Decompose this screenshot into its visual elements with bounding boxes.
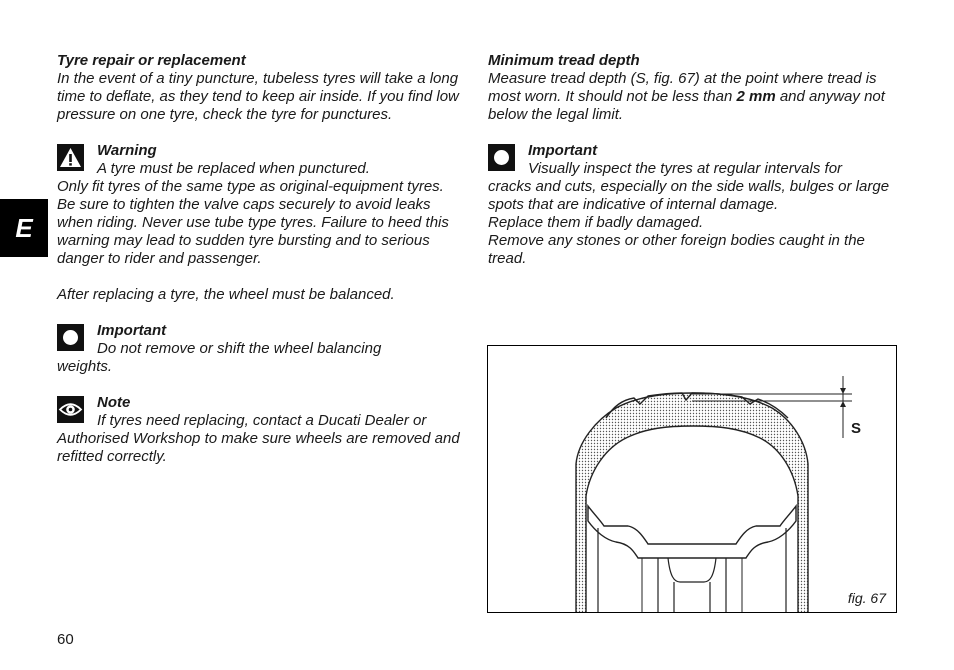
note-notice	[57, 394, 467, 466]
wheel-rim	[588, 506, 796, 558]
tyre-carcass	[576, 393, 808, 612]
eye-icon	[57, 396, 84, 423]
important-notice-right	[488, 142, 898, 268]
warning-text-1: Only fit tyres of the same type as original-equipment tyres.	[57, 178, 444, 195]
tread-text-a: Measure tread depth (S, fig. 67) at the point where tread is most worn. It should not be less than	[488, 70, 877, 105]
warning-first-line: A tyre must be replaced when punctured.	[97, 160, 370, 177]
tyre-cross-section-diagram	[488, 346, 896, 612]
warning-notice	[57, 142, 467, 268]
figure-label-s: S	[851, 420, 862, 437]
warning-triangle-icon	[57, 144, 84, 171]
balance-text: After replacing a tyre, the wheel must be balanced.	[57, 286, 395, 303]
left-column	[57, 52, 467, 466]
note-rest: Authorised Workshop to make sure wheels are removed and refitted correctly.	[57, 430, 460, 465]
important-first-line-right: Visually inspect the tyres at regular intervals for	[528, 160, 843, 177]
repair-section	[57, 52, 467, 124]
tread-text-b: and anyway not below the legal limit.	[488, 88, 885, 123]
tyre-figure	[487, 345, 897, 613]
right-column	[488, 52, 898, 268]
important-dot-icon	[57, 324, 84, 351]
note-heading: Note	[97, 394, 131, 411]
important-dot-icon	[488, 144, 515, 171]
warning-heading: Warning	[97, 142, 157, 159]
important-heading-right: Important	[528, 142, 598, 159]
note-first-line: If tyres need replacing, contact a Ducati Dealer or	[97, 412, 427, 429]
important-rest-left: weights.	[57, 358, 113, 375]
tread-heading: Minimum tread depth	[488, 52, 640, 69]
important-first-line-left: Do not remove or shift the wheel balancing	[97, 340, 382, 357]
important-notice-left	[57, 322, 467, 376]
important-heading-left: Important	[97, 322, 167, 339]
warning-text-2: Be sure to tighten the valve caps securely to avoid leaks when riding. Never use tube type tyres. Failure to heed this warning may lead to sudden tyre bursting and to serious danger to rider and passenger.	[57, 196, 449, 267]
tread-value: 2 mm	[736, 88, 776, 105]
tread-section	[488, 52, 898, 124]
figure-caption: fig. 67	[847, 590, 886, 606]
important-rest-right-1: cracks and cuts, especially on the side walls, bulges or large spots that are indicative of internal damage.	[488, 178, 890, 213]
page-number: 60	[57, 631, 74, 648]
tread-text	[488, 70, 898, 124]
important-rest-right-2: Replace them if badly damaged.	[488, 214, 704, 231]
repair-heading: Tyre repair or replacement	[57, 52, 246, 69]
language-tab: E	[0, 199, 48, 257]
repair-text: In the event of a tiny puncture, tubeless tyres will take a long time to deflate, as they tend to keep air inside. If you find low pressure on one tyre, check the tyre for punctures.	[57, 70, 459, 123]
important-rest-right-3: Remove any stones or other foreign bodies caught in the tread.	[488, 232, 865, 267]
